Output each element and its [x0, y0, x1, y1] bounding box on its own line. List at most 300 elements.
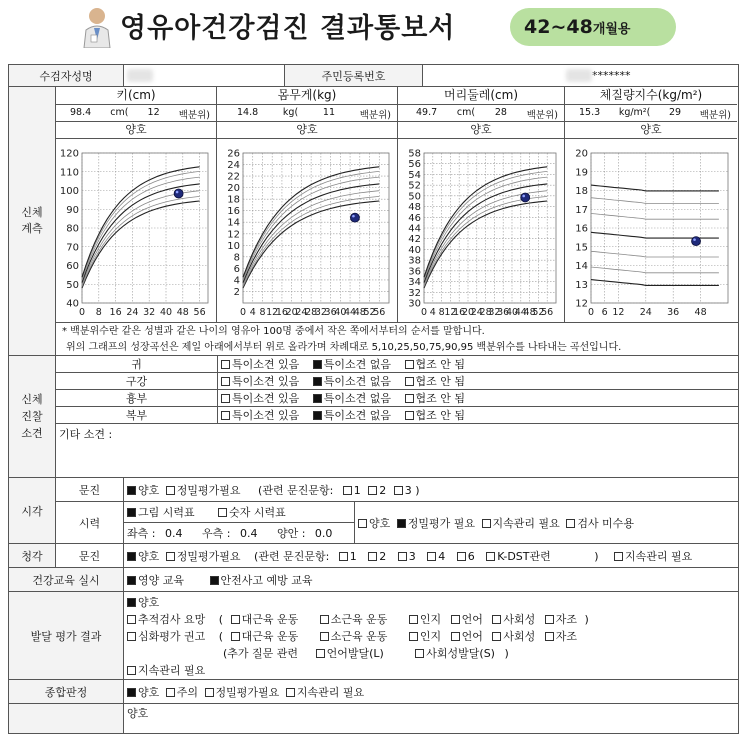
hearing-related: (관련 문진문항:	[254, 549, 330, 563]
y-tick-label: 26	[227, 148, 240, 160]
y-tick-label: 12	[227, 229, 240, 241]
x-tick-label: 16	[109, 307, 122, 318]
hearing-item2: 2	[379, 549, 387, 563]
deep-cognition-checkbox[interactable]	[409, 632, 418, 641]
y-tick-label: 42	[408, 234, 421, 246]
x-tick-label: 36	[497, 307, 510, 318]
marker-highlight	[522, 195, 525, 198]
growth-note-1: * 백분위수란 같은 성별과 같은 나이의 영유아 100명 중에서 작은 쪽에서부터의 순서를 말합니다.	[56, 322, 738, 339]
deep-fine: 소근육 운동	[330, 630, 388, 643]
vision-question-row	[9, 478, 739, 502]
mouth-uncoop-checkbox[interactable]	[405, 377, 414, 386]
y-tick-label: 48	[408, 202, 421, 214]
growth-section-label: 신체계측	[9, 87, 56, 356]
vision-both-label: 양안 :	[276, 527, 306, 540]
x-tick-label: 8	[259, 307, 266, 318]
vision-q-close: )	[415, 483, 420, 497]
hearing-item6-checkbox[interactable]	[457, 552, 466, 561]
vision-left-value: 0.4	[164, 527, 183, 540]
vision-both-value: 0.0	[314, 527, 333, 540]
deep-language-checkbox[interactable]	[451, 632, 460, 641]
exam-other-row	[9, 424, 739, 478]
follow-selfcare: 자조	[555, 613, 578, 626]
x-tick-label: 44	[344, 307, 357, 318]
y-tick-label: 44	[408, 223, 421, 235]
y-tick-label: 14	[575, 261, 588, 272]
vision-q-item1: 1	[353, 483, 361, 497]
hearing-item3: 3	[408, 549, 416, 563]
measurement-marker	[692, 237, 701, 246]
y-tick-label: 34	[408, 277, 421, 289]
plot-frame	[243, 153, 389, 303]
x-tick-label: 44	[514, 307, 527, 318]
y-tick-label: 50	[66, 279, 79, 291]
mouth-abnormal-checkbox[interactable]	[221, 377, 230, 386]
x-tick-label: 12	[612, 307, 625, 318]
x-tick-label: 40	[159, 307, 173, 318]
exam-section-label: 신체진찰소견	[9, 356, 56, 478]
abdomen-uncoop-checkbox[interactable]	[405, 411, 414, 420]
development-line-follow: 추적검사 요망 ( 대근육 운동 소근육 운동 인지 언어 사회성 자조 )	[127, 611, 735, 628]
exam-mouth-options	[218, 373, 739, 390]
follow-language: 언어	[461, 613, 483, 626]
y-tick-label: 22	[227, 171, 240, 183]
percentile-curve	[591, 198, 719, 204]
vision-result-refused: 검사 미수용	[577, 516, 634, 530]
ear-normal-checkbox[interactable]	[313, 360, 322, 369]
growth-row	[9, 87, 739, 356]
id-label: 주민등록번호	[285, 65, 423, 87]
id-value	[423, 65, 739, 87]
overall-ok-checkbox[interactable]	[127, 688, 136, 697]
x-tick-label: 20	[285, 307, 298, 318]
hearing-ok-label: 양호	[138, 549, 160, 563]
vision-number-chart-checkbox[interactable]	[218, 508, 227, 517]
y-tick-label: 18	[227, 194, 240, 206]
x-tick-label: 24	[295, 307, 308, 318]
x-tick-label: 48	[523, 307, 536, 318]
vision-q-label: 문진	[56, 478, 124, 502]
vision-q-options	[124, 478, 739, 502]
y-tick-label: 100	[59, 186, 79, 197]
ear-abnormal-label: 특이소견 있음	[232, 358, 300, 371]
height-value: 98.4	[70, 107, 92, 118]
vision-number-chart-label: 숫자 시력표	[229, 506, 286, 519]
bmi-status: 양호	[565, 122, 737, 139]
y-tick-label: 10	[227, 240, 240, 252]
y-tick-label: 16	[227, 206, 240, 218]
overall-caution-label: 주의	[176, 685, 199, 699]
hearing-q-label: 문진	[56, 544, 124, 568]
y-tick-label: 13	[575, 279, 588, 291]
x-tick-label: 0	[587, 307, 595, 318]
y-tick-label: 12	[575, 298, 588, 310]
percentile-curve	[591, 232, 719, 238]
result-form	[8, 64, 739, 734]
exam-row-chest	[9, 390, 739, 407]
overall-comment[interactable]: 양호	[124, 704, 739, 734]
development-line-extra	[127, 645, 735, 662]
x-tick-label: 0	[239, 307, 247, 318]
education-nutrition-checkbox[interactable]	[127, 576, 136, 585]
exam-row-abdomen	[9, 407, 739, 424]
hearing-label: 청각	[9, 544, 56, 568]
vision-q-related: (관련 문진문항:	[258, 483, 334, 497]
ear-normal-label: 특이소견 없음	[323, 358, 392, 371]
vision-q-item2-checkbox[interactable]	[368, 486, 377, 495]
hearing-detail-label: 정밀평가필요	[176, 549, 241, 563]
mouth-abnormal-label: 특이소견 있음	[232, 375, 300, 388]
overall-manage-checkbox[interactable]	[286, 688, 295, 697]
x-tick-label: 4	[429, 307, 436, 318]
overall-label: 종합판정	[9, 680, 124, 704]
extra-language-checkbox[interactable]	[316, 649, 325, 658]
extra-language: 언어발달(L)	[326, 647, 384, 660]
deep-fine-checkbox[interactable]	[320, 632, 329, 641]
development-label: 발달 평가 결과	[9, 592, 124, 680]
x-tick-label: 52	[363, 307, 376, 318]
plot-frame	[591, 153, 728, 303]
hearing-row	[9, 544, 739, 568]
hearing-manage-checkbox[interactable]	[614, 552, 623, 561]
follow-close: )	[584, 613, 589, 626]
id-redaction	[566, 69, 592, 82]
exam-abdomen-options	[218, 407, 739, 424]
x-tick-label: 16	[275, 307, 288, 318]
report-header	[0, 0, 743, 56]
y-tick-label: 60	[66, 261, 79, 272]
vision-result-manage: 지속관리 필요	[492, 516, 560, 530]
percentile-curve	[82, 191, 200, 285]
vision-q-item3-checkbox[interactable]	[394, 486, 403, 495]
x-tick-label: 40	[505, 307, 519, 318]
growth-panel	[56, 87, 739, 356]
development-line-ok	[127, 594, 735, 611]
exam-ear-label: 귀	[56, 356, 218, 373]
x-tick-label: 40	[334, 307, 347, 318]
x-tick-label: 8	[438, 307, 445, 318]
vision-result-manage-checkbox[interactable]	[482, 519, 491, 528]
weight-column	[217, 87, 398, 322]
development-ok-label: 양호	[138, 596, 160, 609]
growth-columns	[56, 87, 738, 322]
extra-social-checkbox[interactable]	[415, 649, 424, 658]
exam-other-field[interactable]: 기타 소견 :	[56, 424, 739, 478]
height-value-row	[56, 105, 216, 122]
chest-normal-checkbox[interactable]	[313, 394, 322, 403]
x-tick-label: 12	[266, 307, 279, 318]
y-tick-label: 24	[227, 160, 240, 172]
percentile-curve	[591, 251, 719, 257]
extra-label: (추가 질문 관련	[223, 647, 299, 660]
measurement-marker	[350, 213, 359, 222]
vision-acuity-label: 시력	[56, 502, 124, 544]
overall-ok-label: 양호	[138, 685, 160, 699]
x-tick-label: 0	[420, 307, 428, 318]
hearing-item4-checkbox[interactable]	[427, 552, 436, 561]
x-tick-label: 4	[249, 307, 256, 318]
follow-gross: 대근육 운동	[241, 613, 299, 626]
deep-gross: 대근육 운동	[241, 630, 299, 643]
y-tick-label: 120	[59, 148, 79, 160]
vision-right-value: 0.4	[239, 527, 258, 540]
follow-cognition: 인지	[419, 613, 442, 626]
y-tick-label: 40	[66, 298, 79, 310]
follow-fine-checkbox[interactable]	[320, 615, 329, 624]
age-badge-range: 42~48	[524, 16, 593, 38]
y-tick-label: 17	[575, 204, 588, 216]
name-value	[124, 65, 285, 87]
education-safety-checkbox[interactable]	[210, 576, 219, 585]
x-tick-label: 24	[470, 307, 483, 318]
id-masked: *******	[592, 68, 631, 82]
hearing-kdst-checkbox[interactable]	[486, 552, 495, 561]
weight-unit: kg(	[282, 107, 299, 118]
comment-label-cell	[9, 704, 124, 734]
vision-q-item3: 3	[404, 483, 412, 497]
x-tick-label: 28	[479, 307, 492, 318]
head-column	[398, 87, 565, 322]
y-tick-label: 19	[575, 167, 588, 179]
deep-social-checkbox[interactable]	[492, 632, 501, 641]
height-status: 양호	[56, 122, 216, 139]
percentile-curve	[591, 267, 719, 273]
x-tick-label: 32	[488, 307, 501, 318]
education-row	[9, 568, 739, 592]
hearing-item4: 4	[438, 549, 446, 563]
vision-q-detail-checkbox[interactable]	[166, 486, 175, 495]
vision-results	[355, 502, 739, 544]
follow-social: 사회성	[503, 613, 536, 626]
vision-q-item1-checkbox[interactable]	[343, 486, 352, 495]
head-status: 양호	[398, 122, 564, 139]
overall-manage-label: 지속관리 필요	[296, 685, 365, 699]
x-tick-label: 32	[143, 307, 156, 318]
exam-row-ear	[9, 356, 739, 373]
bmi-column	[565, 87, 737, 322]
extra-close: )	[504, 647, 509, 660]
bmi-value: 15.3	[579, 107, 601, 118]
hearing-detail-checkbox[interactable]	[166, 552, 175, 561]
y-tick-label: 20	[227, 183, 240, 195]
hearing-ok-checkbox[interactable]	[127, 552, 136, 561]
ear-uncoop-checkbox[interactable]	[405, 360, 414, 369]
vision-values	[124, 523, 355, 544]
height-pct: 12	[147, 107, 160, 118]
x-tick-label: 24	[126, 307, 139, 318]
y-tick-label: 20	[575, 148, 588, 160]
x-tick-label: 12	[444, 307, 457, 318]
x-tick-label: 28	[305, 307, 318, 318]
chest-abnormal-checkbox[interactable]	[221, 394, 230, 403]
hearing-item6: 6	[467, 549, 475, 563]
y-tick-label: 14	[227, 217, 240, 229]
vision-chart-type	[124, 502, 355, 523]
vision-result-detail-checkbox[interactable]	[397, 519, 406, 528]
y-tick-label: 54	[408, 169, 421, 181]
x-tick-label: 6	[601, 307, 608, 318]
development-follow-checkbox[interactable]	[127, 615, 136, 624]
vision-picture-chart-label: 그림 시력표	[138, 506, 195, 519]
follow-selfcare-checkbox[interactable]	[545, 615, 554, 624]
x-tick-label: 56	[373, 307, 386, 318]
head-value: 49.7	[416, 107, 438, 118]
abdomen-abnormal-checkbox[interactable]	[221, 411, 230, 420]
follow-cognition-checkbox[interactable]	[409, 615, 418, 624]
exam-mouth-label: 구강	[56, 373, 218, 390]
weight-value: 14.8	[237, 107, 259, 118]
y-tick-label: 8	[233, 252, 240, 264]
y-tick-label: 56	[408, 159, 421, 171]
y-tick-label: 16	[575, 223, 588, 235]
follow-language-checkbox[interactable]	[451, 615, 460, 624]
chest-abnormal-label: 특이소견 있음	[232, 392, 300, 405]
development-options	[124, 592, 739, 680]
vision-q-detail-label: 정밀평가필요	[176, 483, 241, 497]
chest-uncoop-checkbox[interactable]	[405, 394, 414, 403]
development-line-manage	[127, 662, 735, 679]
bmi-unit: kg/m²(	[618, 107, 651, 118]
hearing-item1: 1	[349, 549, 357, 563]
hearing-item2-checkbox[interactable]	[368, 552, 377, 561]
percentile-curve	[82, 196, 200, 286]
deep-selfcare-checkbox[interactable]	[545, 632, 554, 641]
development-follow-label: 추적검사 요망	[138, 613, 206, 626]
abdomen-normal-checkbox[interactable]	[313, 411, 322, 420]
x-tick-label: 0	[78, 307, 86, 318]
overall-detail-checkbox[interactable]	[205, 688, 214, 697]
deep-language: 언어	[461, 630, 483, 643]
marker-highlight	[352, 215, 355, 218]
follow-fine: 소근육 운동	[330, 613, 388, 626]
height-column	[56, 87, 217, 322]
education-label: 건강교육 실시	[9, 568, 124, 592]
marker-highlight	[693, 238, 696, 241]
overall-detail-label: 정밀평가필요	[215, 685, 280, 699]
deep-social: 사회성	[503, 630, 536, 643]
bmi-pct-label: 백분위)	[699, 110, 731, 121]
weight-value-row	[217, 105, 397, 122]
hearing-item1-checkbox[interactable]	[339, 552, 348, 561]
vision-label: 시각	[9, 478, 56, 544]
bmi-value-row	[565, 105, 737, 122]
ear-abnormal-checkbox[interactable]	[221, 360, 230, 369]
exam-row-mouth	[9, 373, 739, 390]
ear-uncoop-label: 협조 안 됨	[415, 358, 466, 371]
deep-cognition: 인지	[419, 630, 442, 643]
development-manage-checkbox[interactable]	[127, 666, 136, 675]
weight-pct: 11	[322, 107, 335, 118]
vision-result-detail: 정밀평가 필요	[407, 516, 476, 530]
name-redaction	[127, 69, 153, 82]
head-value-row	[398, 105, 564, 122]
height-unit: cm(	[110, 107, 129, 118]
y-tick-label: 70	[66, 242, 79, 254]
follow-gross-checkbox[interactable]	[231, 615, 240, 624]
y-tick-label: 90	[66, 204, 79, 216]
x-tick-label: 20	[461, 307, 475, 318]
abdomen-uncoop-label: 협조 안 됨	[415, 409, 466, 422]
exam-ear-options	[218, 356, 739, 373]
deep-selfcare: 자조	[555, 630, 578, 643]
patient-row	[9, 65, 739, 87]
vision-result-refused-checkbox[interactable]	[566, 519, 575, 528]
y-tick-label: 58	[408, 148, 421, 160]
y-tick-label: 110	[59, 167, 79, 179]
overall-row	[9, 680, 739, 704]
x-tick-label: 36	[667, 307, 680, 318]
report-title: 영유아건강검진 결과통보서	[120, 13, 456, 44]
development-deep-label: 심화평가 권고	[138, 630, 206, 643]
mouth-normal-checkbox[interactable]	[313, 377, 322, 386]
deep-gross-checkbox[interactable]	[231, 632, 240, 641]
y-tick-label: 40	[408, 244, 421, 256]
vision-result-ok-checkbox[interactable]	[358, 519, 367, 528]
percentile-curve	[591, 185, 719, 191]
x-tick-label: 16	[453, 307, 466, 318]
x-tick-label: 52	[532, 307, 545, 318]
mouth-normal-label: 특이소견 없음	[323, 375, 392, 388]
height-title: 키(cm)	[56, 87, 216, 105]
measurement-marker	[174, 189, 183, 198]
x-tick-label: 56	[541, 307, 554, 318]
bmi-pct: 29	[668, 107, 682, 118]
y-tick-label: 6	[233, 263, 240, 275]
measurement-marker	[521, 193, 530, 202]
overall-caution-checkbox[interactable]	[166, 688, 175, 697]
education-nutrition-label: 영양 교육	[138, 573, 185, 587]
hearing-item3-checkbox[interactable]	[398, 552, 407, 561]
head-chart	[398, 139, 564, 319]
height-chart	[56, 139, 216, 319]
head-pct: 28	[494, 107, 507, 118]
y-tick-label: 32	[408, 287, 421, 299]
x-tick-label: 8	[95, 307, 102, 318]
vision-acuity-row	[9, 502, 739, 523]
weight-title: 몸무게(kg)	[217, 87, 397, 105]
y-tick-label: 38	[408, 255, 421, 267]
percentile-curve	[82, 201, 200, 288]
age-badge-suffix: 개월용	[592, 21, 631, 37]
bmi-chart	[565, 139, 736, 319]
x-tick-label: 24	[639, 307, 652, 318]
development-deep-checkbox[interactable]	[127, 632, 136, 641]
vision-q-ok-checkbox[interactable]	[127, 486, 136, 495]
percentile-curve	[82, 167, 200, 277]
follow-social-checkbox[interactable]	[492, 615, 501, 624]
abdomen-normal-label: 특이소견 없음	[323, 409, 392, 422]
development-ok-checkbox[interactable]	[127, 598, 136, 607]
chest-uncoop-label: 협조 안 됨	[415, 392, 466, 405]
percentile-curve	[82, 171, 200, 278]
vision-q-item2: 2	[379, 483, 387, 497]
x-tick-label: 32	[314, 307, 327, 318]
y-tick-label: 52	[408, 180, 421, 192]
x-tick-label: 48	[694, 307, 707, 318]
growth-note-2: 위의 그래프의 성장곡선은 제일 아래에서부터 위로 올라가며 차례대로 5,10,25,50,75,90,95 백분위수를 나타내는 곡선입니다.	[66, 342, 622, 353]
vision-picture-chart-checkbox[interactable]	[127, 508, 136, 517]
marker-highlight	[176, 191, 179, 194]
bmi-title: 체질량지수(kg/m²)	[565, 87, 737, 105]
head-title: 머리둘레(cm)	[398, 87, 564, 105]
x-tick-label: 36	[324, 307, 337, 318]
comment-row	[9, 704, 739, 734]
education-options	[124, 568, 739, 592]
height-pct-label: 백분위)	[178, 110, 210, 121]
y-tick-label: 50	[408, 191, 421, 203]
y-tick-label: 30	[408, 298, 421, 310]
x-tick-label: 48	[353, 307, 366, 318]
